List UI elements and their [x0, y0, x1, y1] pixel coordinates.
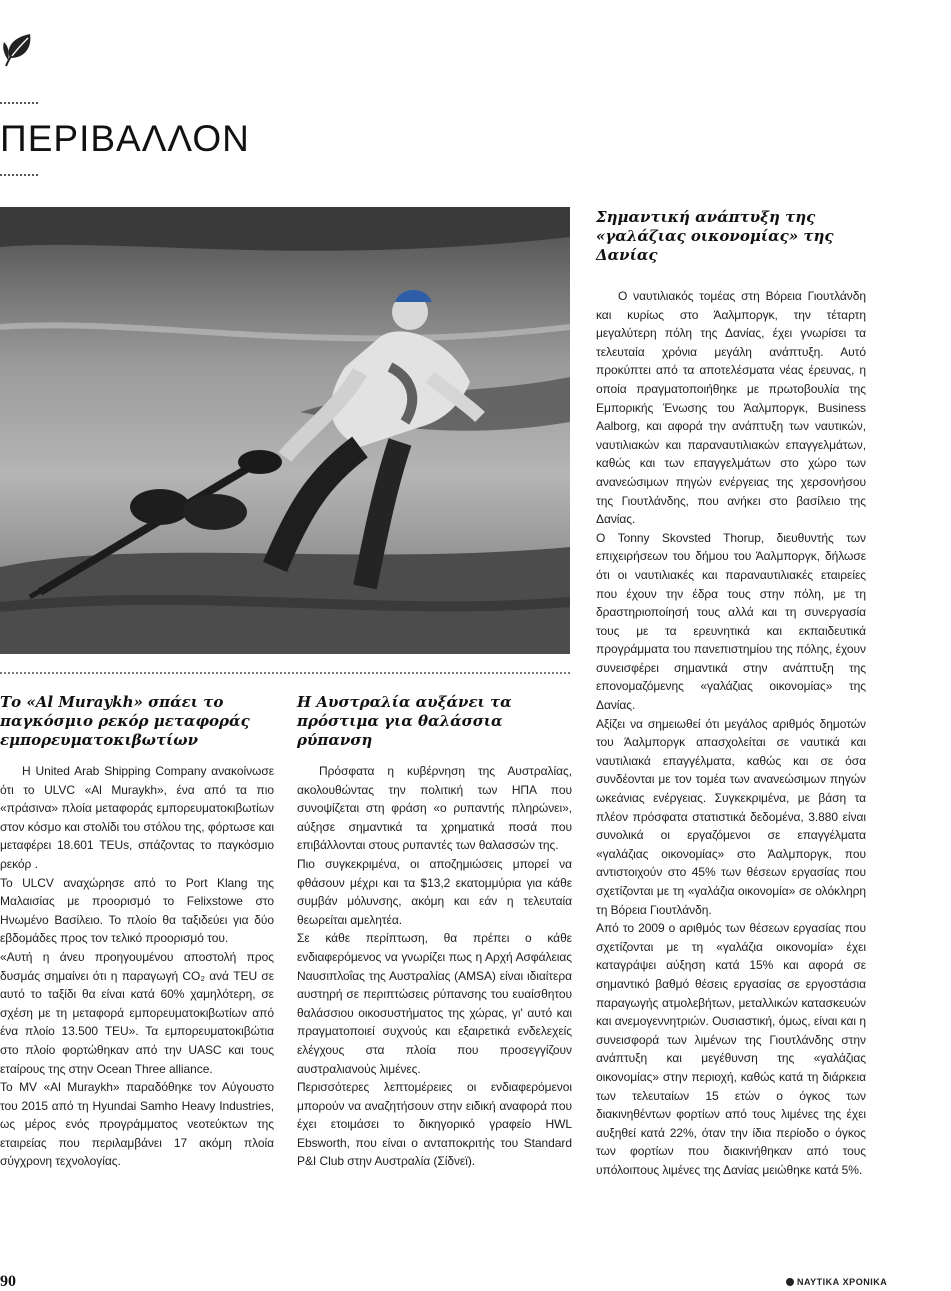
article-title: Σημαντική ανάπτυξη της «γαλάζιας οικονομίας» της Δανίας — [596, 208, 834, 264]
article-paragraph: Περισσότερες λεπτομέρειες οι ενδιαφερόμενοι μπορούν να αναζητήσουν στην ειδική αναφορά που έχει ετοιμάσει το δικηγορικό γραφείο HWL Ebsworth, που είναι ο ανταποκριτής του Standard P&I Club στην Αυστραλία (Σίδνεϊ). — [297, 1080, 572, 1169]
article-paragraph: Ο Tonny Skovsted Thorup, διευθυντής των επιχειρήσεων του δήμου του Άαλμποργκ, δήλωσε ότι οι ναυτιλιακές και παραναυτιλιακές εταιρείες που έχουν την έδρα τους στην πόλη, με τη δραστηριοποίησή τους αλλά και τη συνεργασία τους με τα ερευνητικά και εκπαιδευτικά προγράμματα του πανεπιστημίου της πόλης, έχουν συνεισφέρει σημαντικά στην ανάπτυξη της επονομαζόμενης «γαλάζιας οικονομίας» της Δανίας. — [596, 530, 866, 713]
page-number: 90 — [0, 1273, 16, 1290]
article-paragraph: Σε κάθε περίπτωση, θα πρέπει ο κάθε ενδιαφερόμενος να γνωρίζει πως η Αρχή Ασφάλειας Ναυσιπλοΐας της Αυστραλίας (AMSA) είναι ιδιαίτερα αυστηρή σε περιπτώσεις ρύπανσης του ευαίσθητου θαλάσσιου οικοσυστήματος της χώρας, γι' αυτό και πραγματοποιεί συχνούς και εξαιρετικά ενδελεχείς ελέγχους στα πλοία που προσεγγίζουν αυστραλιανούς λιμένες. — [297, 931, 572, 1076]
article-paragraph: Πρόσφατα η κυβέρνηση της Αυστραλίας, ακολουθώντας την πολιτική των ΗΠΑ που συνοψίζεται στη φράση «ο ρυπαντής πληρώνει», αύξησε σημαντικά τα χρηματικά ποσά που επιβάλλονται στους ρυπαντές των θαλασσών της. — [297, 764, 572, 853]
publication-logo-icon — [786, 1278, 794, 1286]
article-denmark-blue-economy — [596, 208, 866, 1180]
article-paragraph: Από το 2009 ο αριθμός των θέσεων εργασίας που σχετίζονται με τη «γαλάζια οικονομία» έχει καταγράψει αύξηση κατά 15% και αφορά σε σημαντικό βαθμό θέσεις εργασίας σε εργοστάσια παραγωγής ατμολεβήτων, μεταλλικών κατασκευών και ανεμογεννητριών. Ουσιαστική, όμως, είναι και η συνεισφορά των λιμένων της Γιουτλάνδης στην ανάπτυξη και μεγέθυνση της «γαλάζιας οικονομίας» στην περιοχή, καθώς κατά τη διάρκεια των τελευταίων 15 ετών ο όγκος των διακινηθέντων φορτίων από τους λιμένες της έχει αυξηθεί κατά 22%, όταν την ίδια περίοδο ο όγκος των φορτίων που διακινήθηκαν από τους υπόλοιπους λιμένες της Δανίας μειώθηκε κατά 5%. — [596, 921, 866, 1177]
section-title: ΠΕΡΙΒΑΛΛΟΝ — [0, 118, 250, 159]
article-title: Το «Al Muraykh» σπάει το παγκόσμιο ρεκόρ μεταφοράς εμπορευματοκιβωτίων — [0, 693, 250, 749]
article-al-muraykh — [0, 693, 274, 1171]
article-paragraph: Η United Arab Shipping Company ανακοίνωσε ότι το ULVC «Al Muraykh», ένα από τα πιο «πράσινα» πλοία μεταφοράς εμπορευματοκιβωτίων στον κόσμο και στολίδι του στόλου της, φόρτωσε και μεταφέρει 18.601 TEUs, σπάζοντας το παγκόσμιο ρεκόρ . — [0, 764, 274, 871]
article-paragraph: «Αυτή η άνευ προηγουμένου αποστολή προς δυσμάς σημαίνει ότι η παραγωγή CO₂ ανά TEU σε αυτό το ταξίδι θα είναι κατά 60% χαμηλότερη, σε σχέση με τη μεταφορά εμπορευματοκιβωτίων από ένα πλοίο 13.500 TEU». Τα εμπορευματοκιβώτια στο πλοίο φορτώθηκαν από την UASC και τους εταίρους της στην Ocean Three alliance. — [0, 949, 274, 1076]
header-divider-top — [0, 102, 38, 104]
article-paragraph: Αξίζει να σημειωθεί ότι μεγάλος αριθμός δημοτών του Άαλμποργκ απασχολείται σε ναυτικά και ναυτιλιακά επαγγέλματα, καθώς και σε όσα συνδέονται με τον τομέα των ανανεώσιμων πηγών ωκεάνιας ενέργειας. Συγκεκριμένα, με βάση τα πλέον πρόσφατα στατιστικά δεδομένα, 3.880 είναι συνολικά οι εργαζόμενοι σε επαγγέλματα «γαλάζιας οικονομίας» στο Άαλμποργκ, που αντιστοιχούν στο 45% των θέσεων εργασίας που σχετίζονται με τη «γαλάζια οικονομία» σε ολόκληρη τη Βόρεια Γιουτλάνδη. — [596, 716, 866, 917]
photo-divider — [0, 672, 570, 674]
oil-spill-photo — [0, 207, 570, 654]
article-title: Η Αυστραλία αυξάνει τα πρόστιμα για θαλάσσια ρύπανση — [297, 693, 512, 749]
publication-name: ΝΑΥΤΙΚΑ ΧΡΟΝΙΚΑ — [797, 1277, 888, 1287]
article-australia-fines — [297, 693, 572, 1171]
article-paragraph: Το ULCV αναχώρησε από το Port Klang της Μαλαισίας με προορισμό το Felixstowe στο Ηνωμένο Βασίλειο. Το πλοίο θα ταξιδεύει για δύο εβδομάδες προς τον τελικό προορισμό του. — [0, 875, 274, 946]
leaf-icon — [0, 30, 36, 70]
publication-brand — [786, 1277, 887, 1287]
article-paragraph: Ο ναυτιλιακός τομέας στη Βόρεια Γιουτλάνδη και κυρίως στο Άαλμποργκ, την τέταρτη μεγαλύτερη πόλη της Δανίας, έχει γνωρίσει τα τελευταία χρόνια μεγάλη ανάπτυξη. Αυτό προκύπτει από τα αποτελέσματα νέας έρευνας, η οποία πραγματοποιήθηκε με πρωτοβουλία της Εμπορικής Ένωσης του Άαλμποργκ, Business Aalborg, και αφορά την ανάπτυξη των ναυτικών, ναυτιλιακών και παραναυτιλιακών επαγγελμάτων, καθώς και των επαγγελμάτων στο χώρο των ανανεώσιμων πηγών ενέργειας της χερσονήσου της Γιουτλάνδης, που ανήκει στο βασίλειο της Δανίας. — [596, 289, 866, 527]
article-paragraph: Το MV «Al Muraykh» παραδόθηκε τον Αύγουστο του 2015 από τη Hyundai Samho Heavy Industries, ως μέρος ενός προγράμματος νεοτεύκτων της εταιρείας που περιλαμβάνει 17 ακόμη πλοία σύγχρονη τεχνολογίας. — [0, 1080, 274, 1169]
header-divider-bottom — [0, 174, 38, 176]
article-paragraph: Πιο συγκεκριμένα, οι αποζημιώσεις μπορεί να φθάσουν μέχρι και τα $13,2 εκατομμύρια για κάθε συμβάν μόλυνσης, ακόμη και εάν η τελευταία θεωρείται αμελητέα. — [297, 856, 572, 927]
